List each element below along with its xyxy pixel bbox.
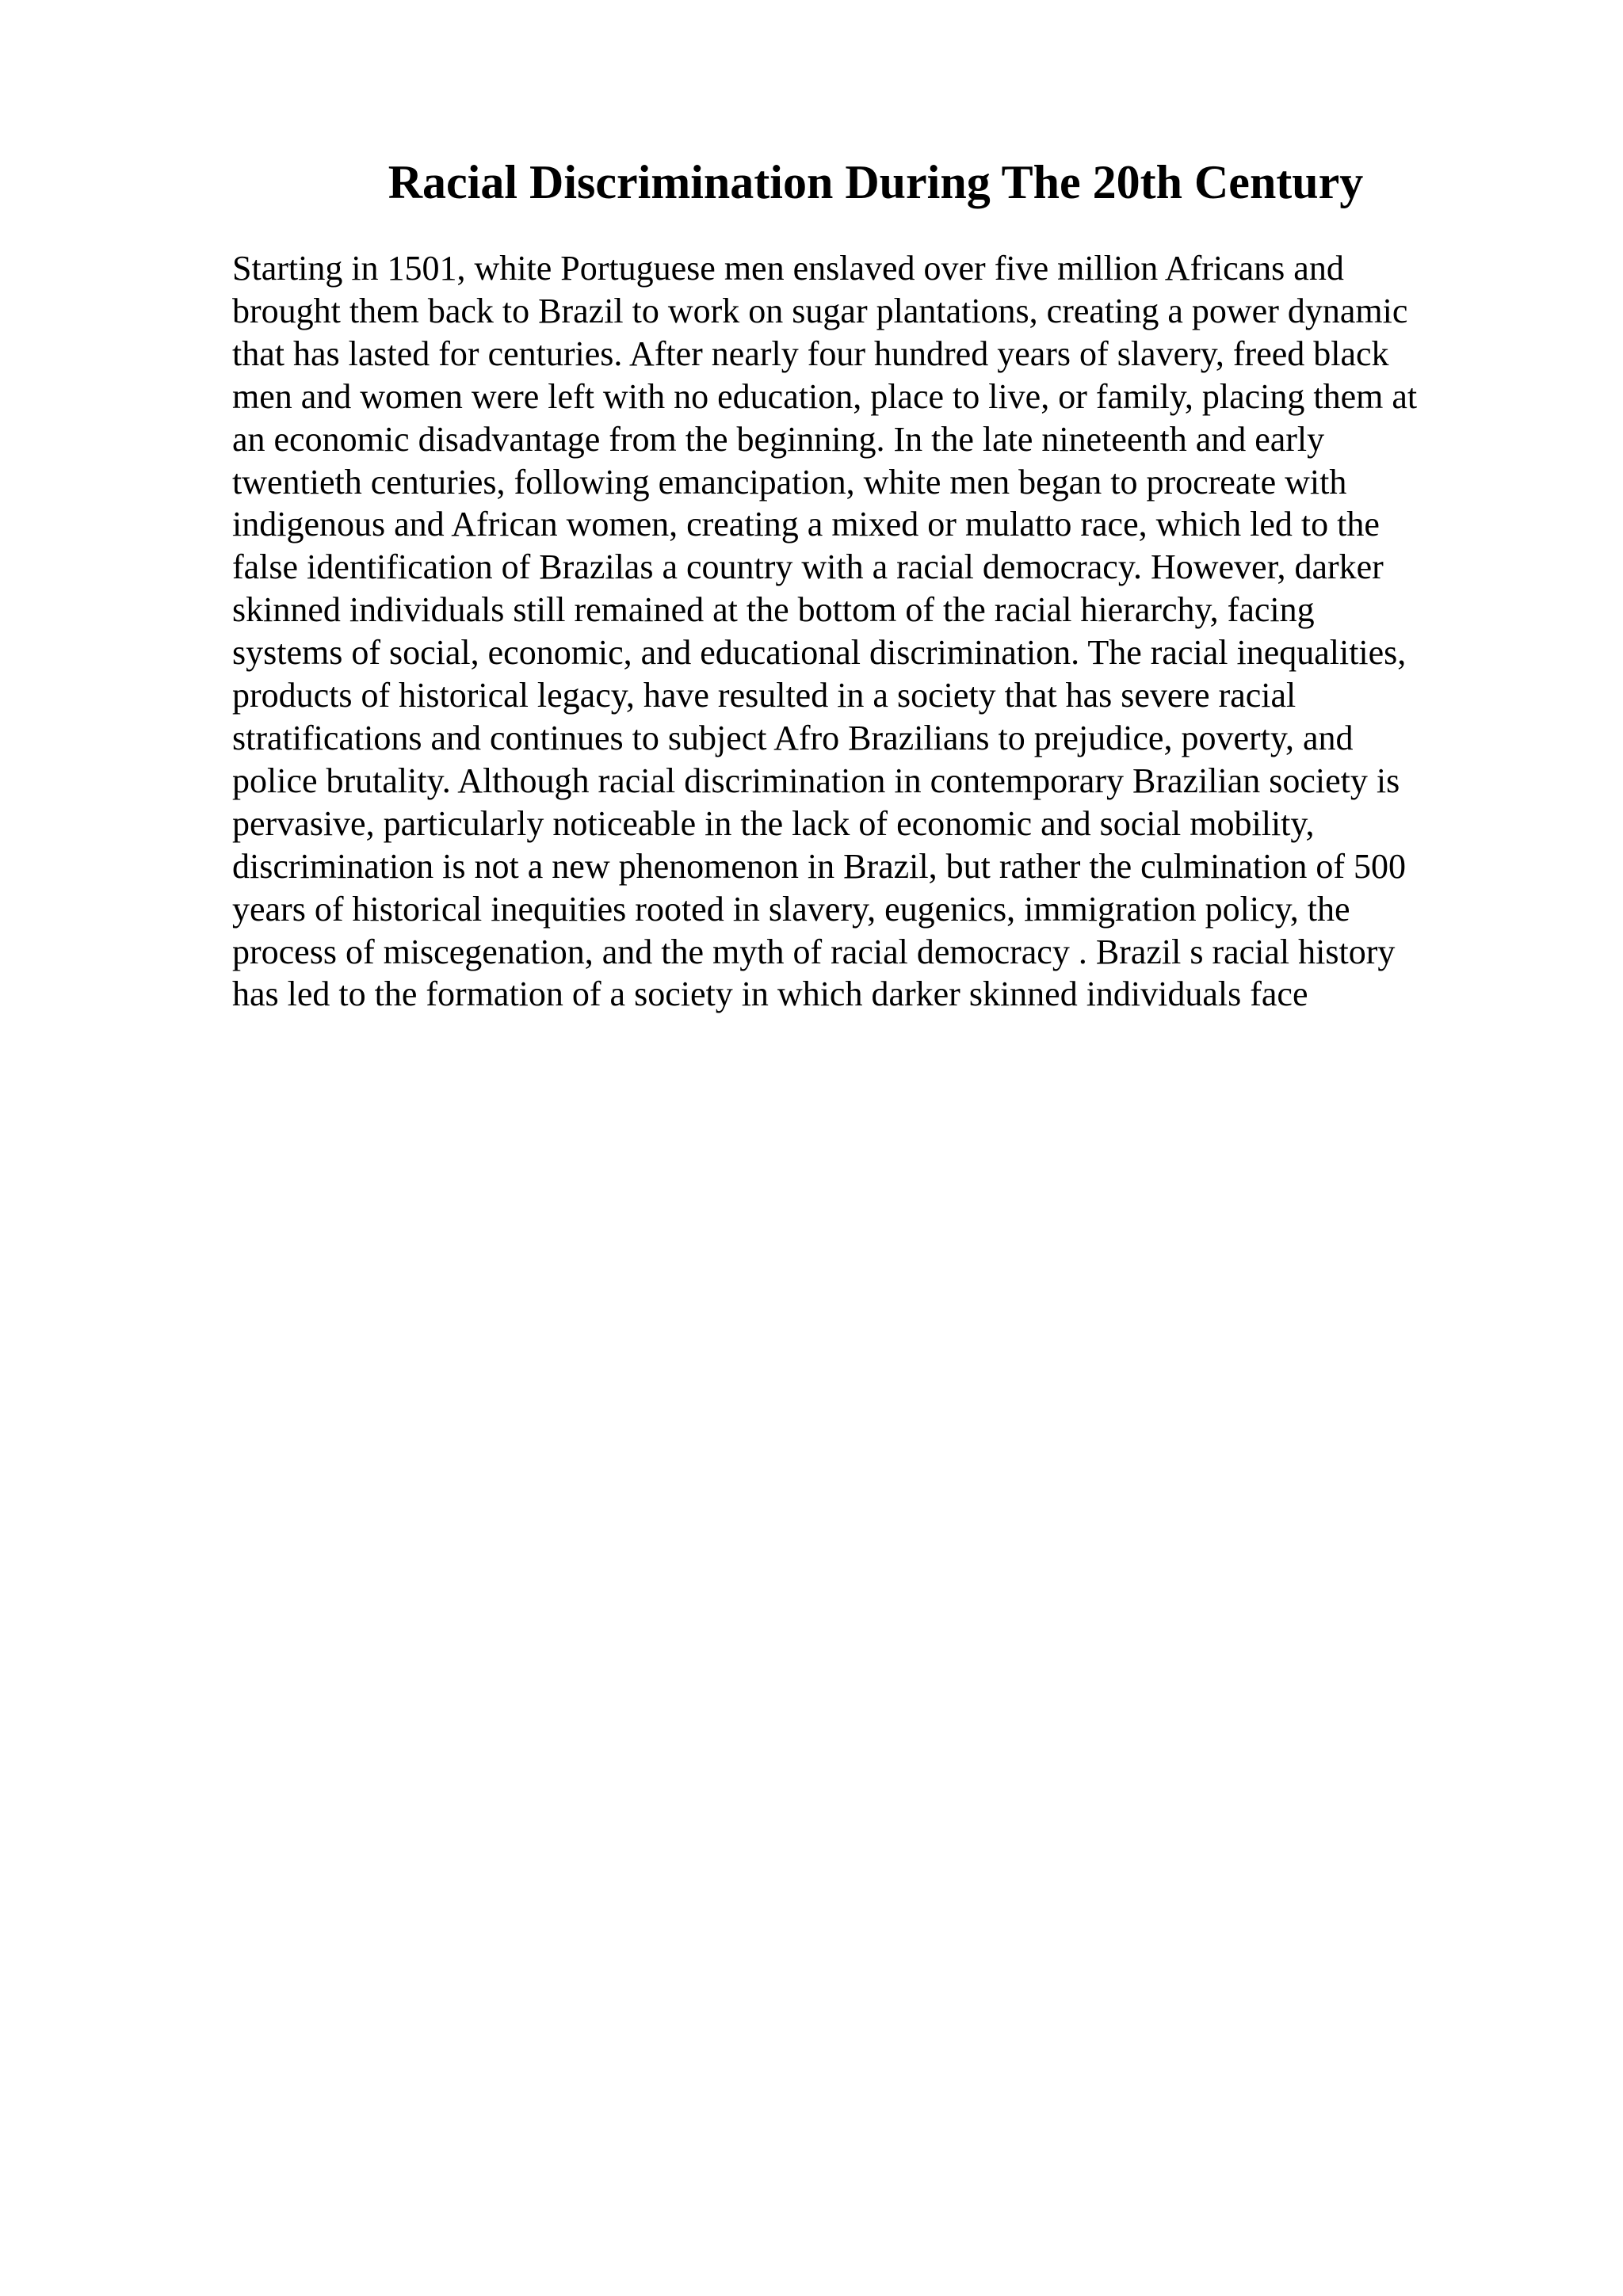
- paragraph-line: pervasive, particularly noticeable in the lack of economic and social mobility,: [232, 803, 1315, 843]
- paragraph-line: police brutality. Although racial discrimination in contemporary Brazilian society is: [232, 761, 1400, 800]
- paragraph-line: stratifications and continues to subject Afro Brazilians to prejudice, poverty, and: [232, 718, 1354, 757]
- paragraph-line: false identification of Brazilas a country with a racial democracy. However, darker: [232, 547, 1384, 587]
- paragraph-line: indigenous and African women, creating a mixed or mulatto race, which led to the: [232, 505, 1380, 544]
- paragraph-line: brought them back to Brazil to work on sugar plantations, creating a power dynamic: [232, 291, 1408, 330]
- paragraph-line: an economic disadvantage from the beginning. In the late nineteenth and early: [232, 419, 1325, 459]
- document-title: Racial Discrimination During The 20th Century: [388, 156, 1364, 208]
- paragraph-line: has led to the formation of a society in which darker skinned individuals face: [232, 974, 1308, 1014]
- body-paragraph: [232, 247, 1516, 1016]
- paragraph-line: process of miscegenation, and the myth of racial democracy . Brazil s racial history: [232, 932, 1396, 971]
- paragraph-line: years of historical inequities rooted in slavery, eugenics, immigration policy, the: [232, 889, 1350, 929]
- paragraph-line: twentieth centuries, following emancipation, white men began to procreate with: [232, 462, 1347, 502]
- paragraph-line: systems of social, economic, and educational discrimination. The racial inequalities,: [232, 633, 1407, 673]
- paragraph-line: skinned individuals still remained at the bottom of the racial hierarchy, facing: [232, 590, 1315, 630]
- paragraph-line: discrimination is not a new phenomenon in Brazil, but rather the culmination of 500: [232, 846, 1407, 886]
- paragraph-line: Starting in 1501, white Portuguese men enslaved over five million Africans and: [232, 249, 1344, 288]
- paragraph-line: products of historical legacy, have resulted in a society that has severe racial: [232, 676, 1296, 715]
- paragraph-line: men and women were left with no education, place to live, or family, placing them at: [232, 376, 1418, 416]
- paragraph-line: that has lasted for centuries. After nearly four hundred years of slavery, freed black: [232, 334, 1389, 373]
